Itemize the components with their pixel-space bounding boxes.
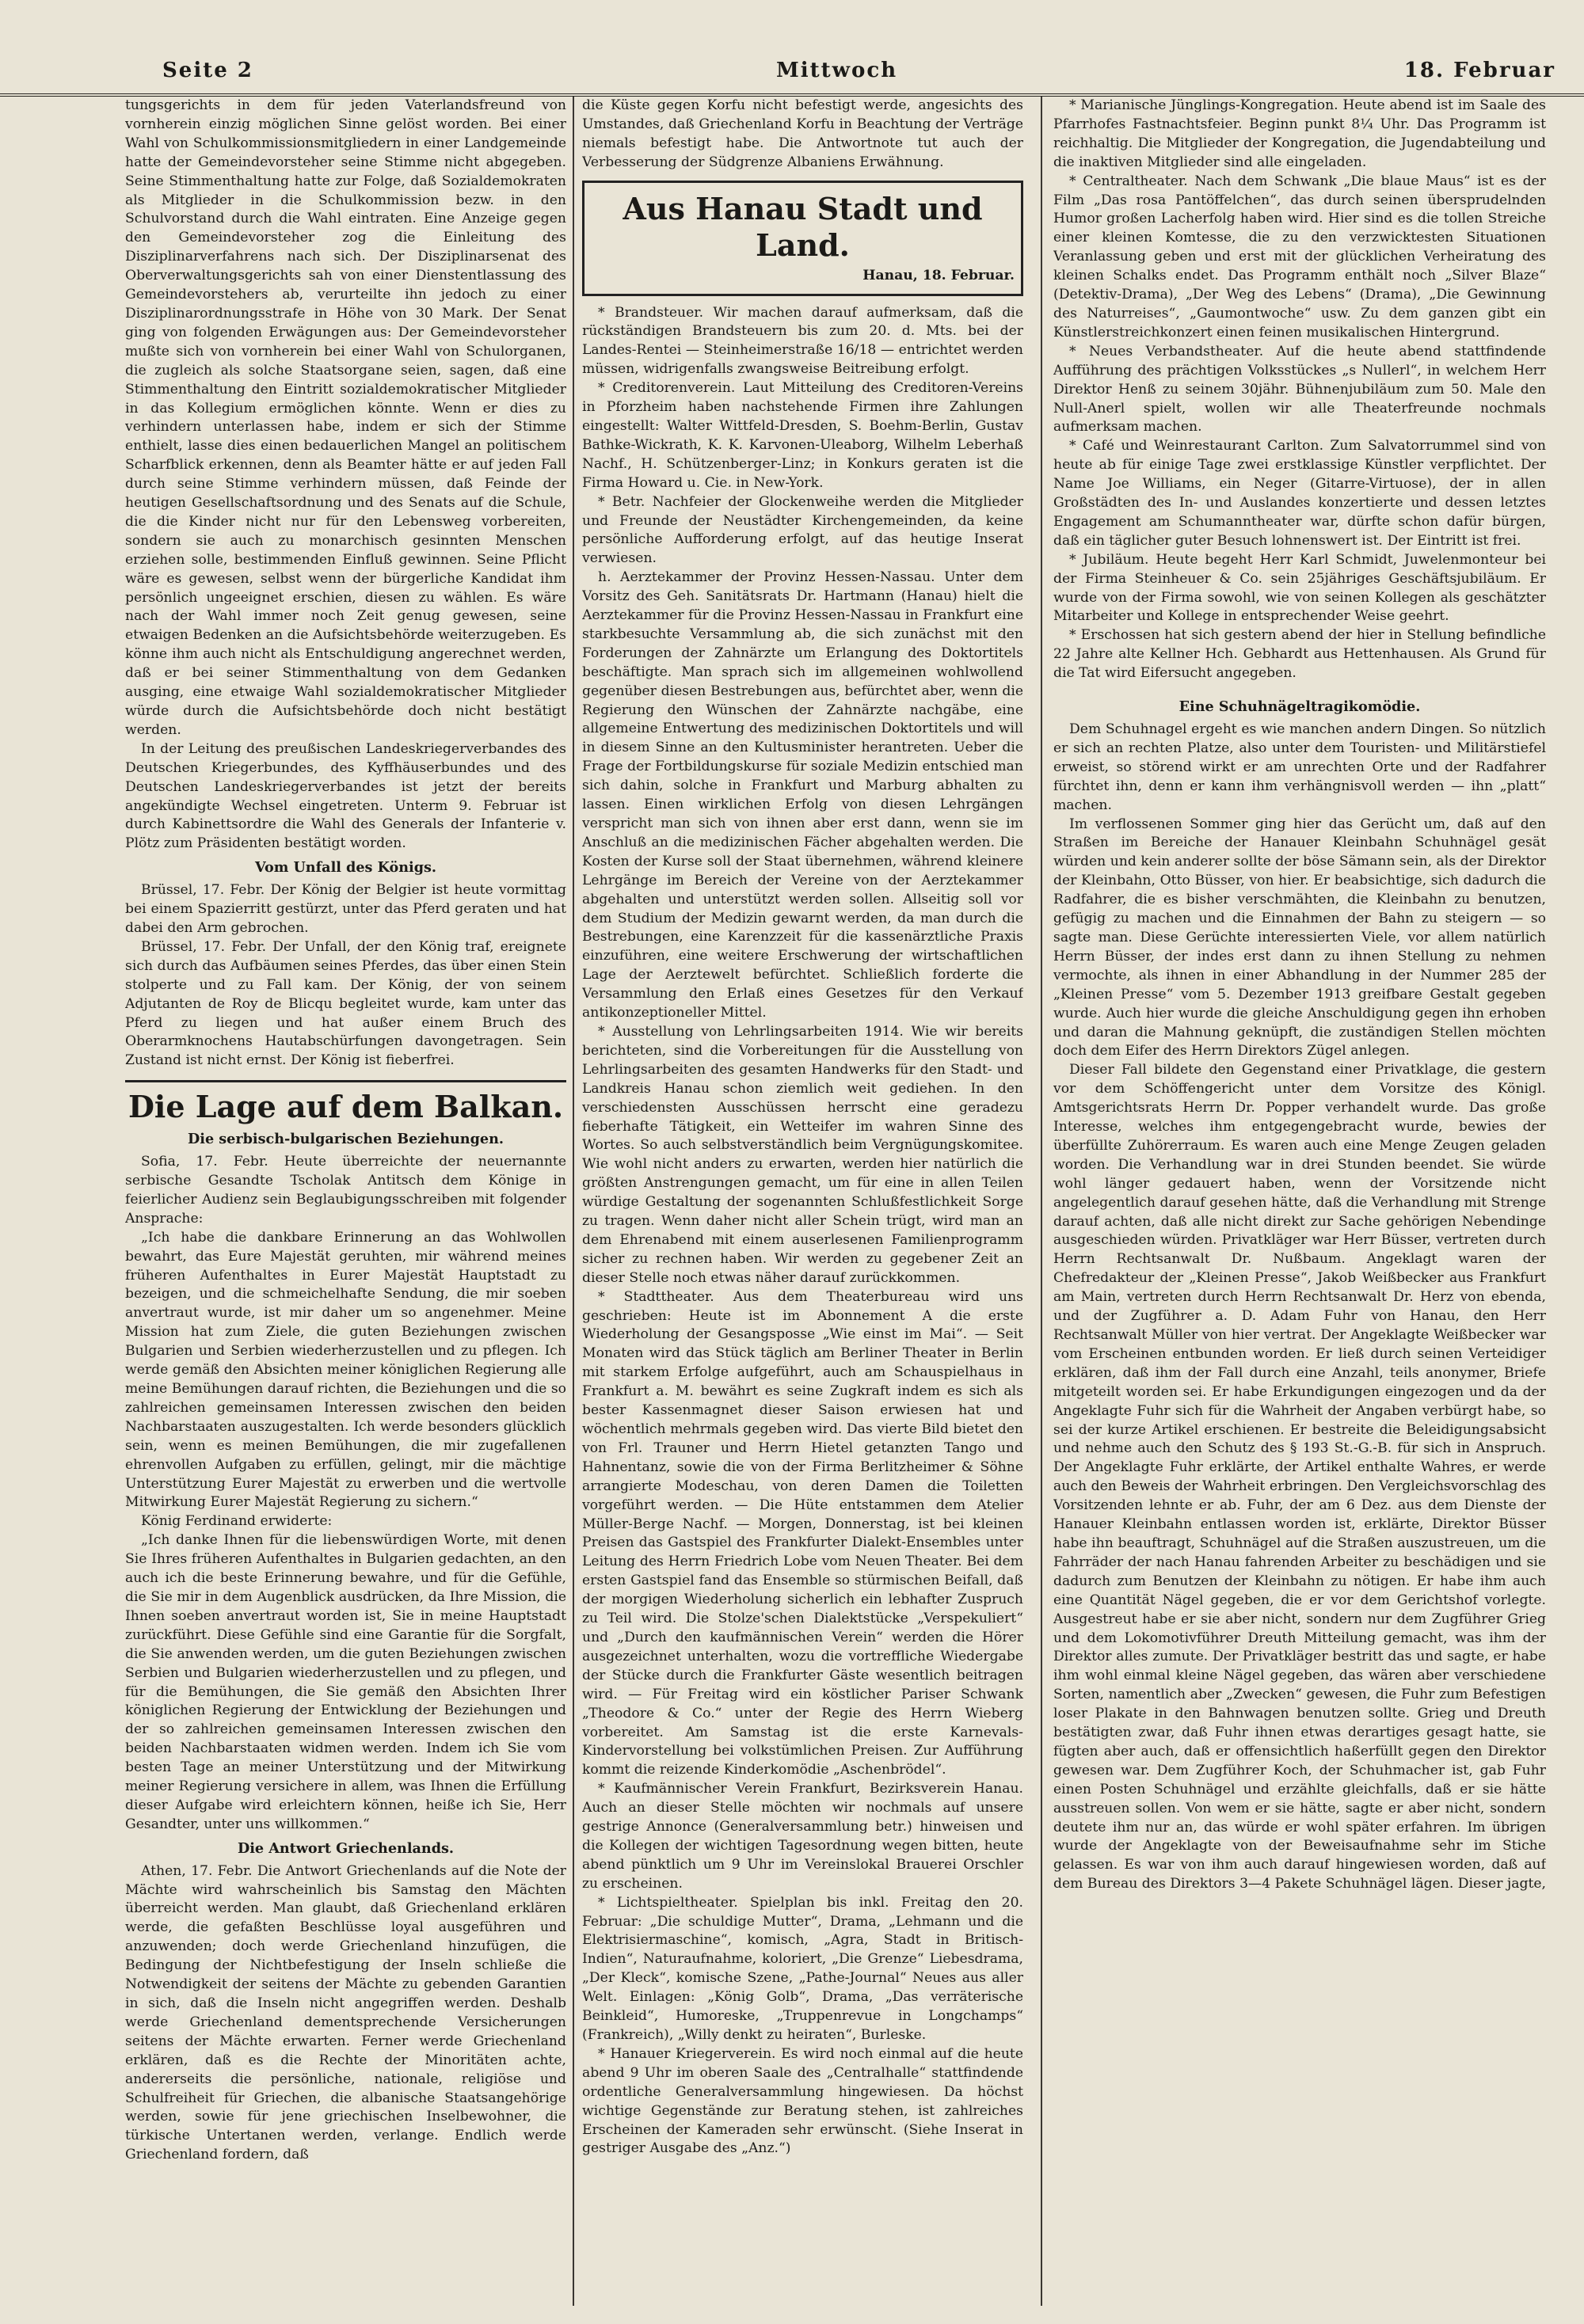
article-paragraph: * Creditorenverein. Laut Mitteilung des Creditoren-Vereins in Pforzheim haben nachstehende Firmen ihre Zahlungen eingestellt: Walter Wittfeld-Dresden, S. Boehm-Berlin, Gustav Bathke-Wickrath, K. K. Karvonen-Uleaborg, Wilhelm Leberhaß Nachf., H. Schützenberger-Linz; in Konkurs geraten ist die Firma Howard u. Cie. in New-York. [582, 380, 1023, 491]
section-heading: Die serbisch-bulgarischen Beziehungen. [188, 1131, 504, 1148]
column-3 [1053, 97, 1546, 2310]
column-divider [573, 97, 574, 2306]
issue-date: 18. Februar [1403, 59, 1555, 82]
column-2 [582, 97, 1023, 2310]
article-paragraph: Dieser Fall bildete den Gegenstand einer Privatklage, die gestern vor dem Schöffengericht unter dem Vorsitze des Königl. Amtsgerichtsrats Herrn Dr. Popper verhandelt wurde. Das große Interesse, welches ihm entgegengebracht wurde, bewies der überfüllte Zuhörerraum. Es waren auch eine Menge Zeugen geladen worden. Die Verhandlung war in drei Stunden beendet. Sie würde wohl länger gedauert haben, wenn der Vorsitzende nicht angelegentlich darauf gesehen hätte, daß die Verhandlung mit Strenge darauf achten, daß alle nicht direkt zur Sache gehörigen Nebendinge ausgeschieden würden. Privatkläger war Herr Büsser, vertreten durch Herrn Rechtsanwalt Dr. Nußbaum. Angeklagt waren der Chefredakteur der „Kleinen Presse“, Jakob Weißbecker aus Frankfurt am Main, vertreten durch Herrn Rechtsanwalt Dr. Herz von ebenda, und der Zugführer a. D. Adam Fuhr von Hanau, den Herr Rechtsanwalt Müller von hier vertrat. Der Angeklagte Weißbecker war vom Erscheinen entbunden worden. Er ließ durch seinen Verteidiger erklären, daß ihm der Fall durch eine Anzahl, teils anonymer, Briefe mitgeteilt worden sei. Er habe Erkundigungen eingezogen und da der Angeklagte Fuhr sich für die Wahrheit der Angaben verbürgt habe, so sei der kurze Artikel erschienen. Er bestreite die Beleidigungsabsicht und nehme auch den Schutz des § 193 St.-G.-B. für sich in Anspruch. Der Angeklagte Fuhr erklärte, der Artikel enthalte Wahres, er werde auch den Beweis der Wahrheit erbringen. Den Vergleichsvorschlag des Vorsitzenden lehnte er ab. Fuhr, der am 6 Dez. aus dem Dienste der Hanauer Kleinbahn entlassen worden ist, erklärte, Direktor Büsser habe ihn beauftragt, Schuhnägel auf die Straßen auszustreuen, um die Fahrräder der nach Hanau fahrenden Arbeiter zu beschädigen und sie dadurch zum Benutzen der Kleinbahn zu nötigen. Er habe ihm auch eine Quantität Nägel gegeben, die er vor dem Gerichtshof vorlegte. Ausgestreut habe er sie aber nicht, sondern nur dem Zugführer Grieg und dem Lokomotivführer Dreuth Mitteilung gemacht, was ihm der Direktor alles zumute. Der Privatkläger bestritt das und sagte, er habe ihm wohl einmal kleine Nägel gegeben, das wären aber verschiedene Sorten, namentlich aber „Zwecken“ gewesen, die Fuhr zum Befestigen loser Plakate in den Bahnwagen benutzen sollte. Grieg und Dreuth bestätigten zwar, daß Fuhr ihnen etwas derartiges gesagt hatte, sie fügten aber auch, daß er offensichtlich haßerfüllt gegen den Direktor gewesen war. Dem Zugführer Koch, der Schuhmacher ist, gab Fuhr einen Posten Schuhnägel und erzählte gleichfalls, daß er sie hätte ausstreuen sollen. Von wem er sie hätte, sagte er aber nicht, sondern deutete ihm nur an, das würde er wohl später erfahren. Im übrigen wurde der Angeklagte von der Beweisaufnahme sehr im Stiche gelassen. Es war von ihm auch darauf hingewiesen worden, daß auf dem Bureau des Direktors 3—4 Pakete Schuhnägel lägen. Dieser jagte, [1053, 1062, 1546, 1892]
article-paragraph: * Betr. Nachfeier der Glockenweihe werden die Mitglieder und Freunde der Neustädter Kirchengemeinden, da keine persönliche Aufforderung erfolgt, auf das heutige Inserat verwiesen. [582, 493, 1023, 567]
article-paragraph: „Ich habe die dankbare Erinnerung an das Wohlwollen bewahrt, das Eure Majestät geruhten, mir während meines früheren Aufenthaltes in Eurer Majestät Hauptstadt zu bezeigen, und die schmeichelhafte Sendung, die mir soeben anvertraut wurde, ist mir daher um so angenehmer. Meine Mission hat zum Ziele, die guten Beziehungen zwischen Bulgarien und Serbien wiederherzustellen und zu pflegen. Ich werde gemäß den Absichten meiner königlichen Regierung alle meine Bemühungen darauf richten, die Beziehungen und die so zahlreichen gemeinsamen Interessen zwischen den beiden Nachbarstaaten auszugestalten. Ich werde besonders glücklich sein, wenn es meinen Bemühungen, die mir zugefallenen ehrenvollen Aufgaben zu erfüllen, gelingt, mir die mächtige Unterstützung Eurer Majestät zu erwerben und die wertvolle Mitwirkung Eurer Majestät Regierung zu sichern.“ [125, 1229, 566, 1511]
article-paragraph: * Jubiläum. Heute begeht Herr Karl Schmidt, Juwelenmonteur bei der Firma Steinheuer & Co. sein 25jähriges Geschäftsjubiläum. Er wurde von der Firma sowohl, wie von seinen Kollegen als geschätzter Mitarbeiter und Kollege in entsprechender Weise geehrt. [1053, 551, 1546, 625]
article-paragraph: * Ausstellung von Lehrlingsarbeiten 1914. Wie wir bereits berichteten, sind die Vorbereitungen für die Ausstellung von Lehrlingsarbeiten des gesamten Handwerks für den Stadt- und Landkreis Hanau schon ziemlich weit gediehen. In den verschiedensten Ausschüssen herrscht eine geradezu fieberhafte Tätigkeit, ein Wetteifer im wahren Sinne des Wortes. So auch selbstverständlich beim Vergnügungskomitee. Wie wohl nicht anders zu erwarten, werden hier natürlich die größten Anstrengungen gemacht, um für eine in allen Teilen würdige Gestaltung der sogenannten Schlußfestlichkeit Sorge zu tragen. Wenn daher nicht aller Schein trügt, wird man an dem Ehrenabend mit einem auserlesenen Familienprogramm sicher zu rechnen haben. Wir werden zu gegebener Zeit an dieser Stelle noch etwas näher darauf zurückkommen. [582, 1023, 1023, 1286]
article-paragraph: die Küste gegen Korfu nicht befestigt werde, angesichts des Umstandes, daß Griechenland Korfu in Beachtung der Verträge niemals befestigt habe. Die Antwortnote tut auch der Verbesserung der Südgrenze Albaniens Erwähnung. [582, 97, 1023, 170]
article-paragraph: * Hanauer Kriegerverein. Es wird noch einmal auf die heute abend 9 Uhr im oberen Saale des „Centralhalle“ stattfindende ordentliche Generalversammlung hingewiesen. Da höchst wichtige Gegenstände zur Beratung stehen, ist zahlreiches Erscheinen der Kameraden sehr erwünscht. (Siehe Inserat in gestriger Ausgabe des „Anz.“) [582, 2045, 1023, 2157]
local-news-title-box [582, 181, 1023, 296]
article-paragraph: Athen, 17. Febr. Die Antwort Griechenlands auf die Note der Mächte wird wahrscheinlich bis Samstag den Mächten überreicht werden. Man glaubt, daß Griechenland erklären werde, die gefaßten Beschlüsse loyal ausgeführen und anzuwenden; doch werde Griechenland hinzufügen, die Bedingung der Nichtbefestigung der Inseln schließe die Notwendigkeit der seitens der Mächte zu gebenden Garantien in sich, daß die Inseln nicht angegriffen werden. Deshalb werde Griechenland dementsprechende Versicherungen seitens der Mächte erwarten. Ferner werde Griechenland erklären, daß es die Rechte der Minoritäten achte, andererseits die persönliche, nationale, religiöse und Schulfreiheit für Griechen, die albanische Staatsangehörige werden, sowie für jene griechischen Inselbewohner, die türkische Untertanen werden, verlange. Endlich werde Griechenland fordern, daß [125, 1862, 566, 2163]
article-paragraph: tungsgerichts in dem für jeden Vaterlandsfreund von vornherein einzig möglichen Sinne gelöst worden. Bei einer Wahl von Schulkommissionsmitgliedern in einer Landgemeinde hatte der Gemeindevorsteher seine Stimme nicht abgegeben. Seine Stimmenthaltung hatte zur Folge, daß Sozialdemokraten als Mitglieder in die Schulkommission bezw. in den Schulvorstand durch die Wahl eintraten. Eine Anzeige gegen den Gemeindevorsteher zog die Einleitung des Disziplinarverfahrens nach sich. Der Disziplinarsenat des Oberverwaltungsgerichts sah von einer Dienstentlassung des Gemeindevorstehers ab, verurteilte ihn jedoch zu einer Disziplinarordnungsstrafe in Höhe von 30 Mark. Der Senat ging von folgenden Erwägungen aus: Der Gemeindevorsteher mußte sich von vornherein bei einer Wahl von Schulorganen, die zugleich als solche Staatsorgane seien, sagen, daß eine Stimmenthaltung den Eintritt sozialdemokratischer Mitglieder in das Kollegium ermöglichen könnte. Wenn er dies zu verhindern unterlassen habe, indem er sich der Stimme enthielt, lasse dies einen bedauerlichen Mangel an politischem Scharfblick erkennen, denn als Beamter hätte er auf jeden Fall durch seine Stimme verhindern müssen, daß Feinde der heutigen Gesellschaftsordnung und des Senats auf die Schule, die die Kinder nicht nur für den Lebensweg vorbereiten, sondern sie auch zu monarchisch gesinnten Menschen erziehen solle, bestimmenden Einfluß gewinnen. Seine Pflicht wäre es gewesen, selbst wenn der bürgerliche Kandidat ihm persönlich ungeeignet erschien, diesen zu wählen. Es wäre nach der Wahl immer noch Zeit genug gewesen, seine etwaigen Bedenken an die Aufsichtsbehörde weiterzugeben. Es könne ihm auch nicht als Entschuldigung angerechnet werden, daß er bei seiner Stimmenthaltung von dem Gedanken ausging, eine etwaige Wahl sozialdemokratischer Mitglieder würde durch die Aufsichtsbehörde doch nicht bestätigt werden. [125, 97, 566, 738]
article-paragraph: * Stadttheater. Aus dem Theaterbureau wird uns geschrieben: Heute ist im Abonnement A die erste Wiederholung der Gesangsposse „Wie einst im Mai“. — Seit Monaten wird das Stück täglich am Berliner Theater in Berlin mit starkem Erfolge aufgeführt, auch am Schauspielhaus in Frankfurt a. M. bewährt es seine Zugkraft indem es sich als bester Kassenmagnet dieser Saison erwiesen hat und wöchentlich mehrmals gegeben wird. Das vierte Bild bietet den von Frl. Trauner und Herrn Hietel getanzten Tango und Hahnentanz, sowie die von der Firma Berlitzheimer & Söhne arrangierte Modeschau, von deren Damen die Toiletten vorgeführt werden. — Die Hüte entstammen dem Atelier Müller-Berge Nachf. — Morgen, Donnerstag, ist bei kleinen Preisen das Gastspiel des Frankfurter Dialekt-Ensembles unter Leitung des Herrn Friedrich Lobe vom Neuen Theater. Bei dem ersten Gastspiel fand das Ensemble so stürmischen Beifall, daß der morgigen Wiederholung sicherlich ein lebhafter Zuspruch zu Teil wird. Die Stolze'schen Dialektstücke „Verspekuliert“ und „Durch den kaufmännischen Verein“ werden die Hörer ausgezeichnet unterhalten, wozu die vortreffliche Wiedergabe der Stücke durch die Frankfurter Gäste wesentlich beitragen wird. — Für Freitag wird ein köstlicher Pariser Schwank „Theodore & Co.“ unter der Regie des Herrn Wieberg vorbereitet. Am Samstag ist die erste Karnevals-Kindervorstellung bei volkstümlichen Preisen. Zur Aufführung kommt die reizende Kinderkomödie „Aschenbrödel“. [582, 1288, 1023, 1778]
article-paragraph: Sofia, 17. Febr. Heute überreichte der neuernannte serbische Gesandte Tscholak Antitsch dem Könige in feierlicher Audienz sein Beglaubigungsschreiben mit folgender Ansprache: [125, 1154, 566, 1227]
article-paragraph: „Ich danke Ihnen für die liebenswürdigen Worte, mit denen Sie Ihres früheren Aufenthaltes in Bulgarien gedachten, an den auch ich die beste Erinnerung bewahre, und für die Gefühle, die Sie mir in dem Augenblick ausdrücken, da Ihre Mission, die Ihnen soeben anvertraut worden ist, Sie in meine Hauptstadt zurückführt. Diese Gefühle sind eine Garantie für die Sorgfalt, die Sie anwenden werden, um die guten Beziehungen zwischen Serbien und Bulgarien wiederherzustellen und zu pflegen, und für die Bemühungen, die Sie gemäß den Absichten Ihrer königlichen Regierung der Entwicklung der Beziehungen und der so zahlreichen gemeinsamen Interessen zwischen den beiden Nachbarstaaten widmen werden. Indem ich Sie vom besten Tage an meiner Unterstützung und der Mitwirkung meiner Regierung versichere in allem, was Ihnen die Erfüllung dieser Aufgabe wird erleichtern können, heiße ich Sie, Herr Gesandter, unter uns willkommen.“ [125, 1532, 566, 1832]
article-paragraph: In der Leitung des preußischen Landeskriegerverbandes des Deutschen Kriegerbundes, des Kyffhäuserbundes und des Deutschen Landeskriegerverbandes ist jetzt der bereits angekündigte Wechsel eingetreten. Unterm 9. Februar ist durch Kabinettsordre die Wahl des Generals der Infanterie v. Plötz zum Präsidenten bestätigt worden. [125, 740, 566, 852]
article-paragraph: * Kaufmännischer Verein Frankfurt, Bezirksverein Hanau. Auch an dieser Stelle möchten wir nochmals auf unsere gestrige Annonce (Generalversammlung betr.) hinweisen und die Kollegen der wichtigen Tagesordnung wegen bitten, heute abend pünktlich um 9 Uhr im Vereinslokal Brauerei Orschler zu erscheinen. [582, 1781, 1023, 1892]
section-title: Aus Hanau Stadt und Land. [623, 190, 983, 263]
section-title: Die Lage auf dem Balkan. [125, 1080, 566, 1125]
article-paragraph: * Café und Weinrestaurant Carlton. Zum Salvatorrummel sind von heute ab für einige Tage zwei erstklassige Künstler verpflichtet. Der Name Joe Williams, ein Neger (Gitarre-Virtuose), der in allen Großstädten des In- und Auslandes konzertierte und dessen letztes Engagement am Schumanntheater war, dürfte schon dafür bürgen, daß ein täglicher guter Besuch lohnenswert ist. Der Eintritt ist frei. [1053, 438, 1546, 549]
weekday-label: Mittwoch [776, 59, 898, 82]
article-paragraph: * Brandsteuer. Wir machen darauf aufmerksam, daß die rückständigen Brandsteuern bis zum 20. d. Mts. bei der Landes-Rentei — Steinheimerstraße 16/18 — entrichtet werden müssen, widrigenfalls zwangsweise Beitreibung erfolgt. [582, 304, 1023, 378]
article-paragraph: Brüssel, 17. Febr. Der Unfall, der den König traf, ereignete sich durch das Aufbäumen seines Pferdes, das über einen Stein stolperte und zu Fall kam. Der König, der von seinem Adjutanten de Roy de Blicqu begleitet wurde, kam unter das Pferd zu liegen und hat außer einem Bruch des Oberarmknochens Hautabschürfungen davongetragen. Sein Zustand ist nicht ernst. Der König ist fieberfrei. [125, 938, 566, 1069]
article-paragraph: Brüssel, 17. Febr. Der König der Belgier ist heute vormittag bei einem Spazierritt gestürzt, unter das Pferd geraten und hat dabei den Arm gebrochen. [125, 882, 566, 936]
column-1 [125, 97, 566, 2310]
section-heading: Vom Unfall des Königs. [254, 859, 437, 877]
article-paragraph: * Neues Verbandstheater. Auf die heute abend stattfindende Aufführung des prächtigen Volksstückes „s Nullerl“, in welchem Herr Direktor Henß zu seinem 30jähr. Bühnenjubiläum zum 50. Male den Null-Anerl spielt, wollen wir alle Theaterfreunde nochmals aufmerksam machen. [1053, 343, 1546, 436]
article-paragraph: h. Aerztekammer der Provinz Hessen-Nassau. Unter dem Vorsitz des Geh. Sanitätsrats Dr. Hartmann (Hanau) hielt die Aerztekammer für die Provinz Hessen-Nassau in Frankfurt eine starkbesuchte Versammlung ab, die sich zunächst mit den Forderungen der Zahnärzte um Erlangung des Doktortitels beschäftigte. Man sprach sich im allgemeinen wohlwollend gegenüber diesen Bestrebungen aus, befürchtet aber, wenn die Regierung den Wünschen der Zahnärzte nachgäbe, eine allgemeine Entwertung des medizinischen Doktortitels und will in diesem Sinne an den Kultusminister herantreten. Ueber die Frage der Fortbildungskurse für soziale Medizin entschied man sich dahin, solche in Frankfurt und Marburg abhalten zu lassen. Einen wirklichen Erfolg von diesen Lehrgängen verspricht man sich von ihnen aber erst dann, wenn sie im Anschluß an die medizinischen Fächer abgehalten werden. Die Kosten der Kurse soll der Staat übernehmen, während kleinere Lehrgänge im Bereich der Vereine von der Aerztekammer abgehalten und unterstützt werden sollen. Allseitig soll vor dem Studium der Medizin gewarnt werden, da man durch die Bestrebungen, eine Karenzzeit für die kassenärztliche Praxis einzuführen, eine weitere Erschwerung der wirtschaftlichen Lage der Aerztewelt befürchtet. Schließlich forderte die Versammlung den Erlaß eines Gesetzes für den Verkauf antikonzeptioneller Mittel. [582, 569, 1023, 1021]
article-paragraph: * Centraltheater. Nach dem Schwank „Die blaue Maus“ ist es der Film „Das rosa Pantöffelchen“, das durch seinen übersprudelnden Humor großen Lacherfolg haben wird. Hier sind es die tollen Streiche einer kleinen Komtesse, die zu den verzwicktesten Situationen Veranlassung geben und erst mit der glücklichen Verheiratung des kleinen Schalks endet. Das Programm enthält noch „Silver Blaze“ (Detektiv-Drama), „Der Weg des Lebens“ (Drama), „Die Gewinnung des Naturreises“, „Gaumontwoche“ usw. Zu dem ganzen gibt ein Künstlerstreichkonzert einen feinen musikalischen Hintergrund. [1053, 173, 1546, 340]
article-paragraph: Dem Schuhnagel ergeht es wie manchen andern Dingen. So nützlich er sich an rechten Platze, also unter dem Touristen- und Militärstiefel erweist, so störend wirkt er am unrechten Orte und der Radfahrer fürchtet ihn, denn er kann ihm verhängnisvoll werden — ihn „platt“ machen. [1053, 721, 1546, 813]
article-paragraph: Im verflossenen Sommer ging hier das Gerücht um, daß auf den Straßen im Bereiche der Hanauer Kleinbahn Schuhnägel gesät würden und kein anderer sollte der böse Sämann sein, als der Direktor der Kleinbahn, Otto Büsser, von hier. Er beabsichtige, sich dadurch die Radfahrer, die es bisher verschmähten, die Kleinbahn zu benutzen, gefügig zu machen und die Einnahmen der Bahn zu steigern — so sagte man. Diese Gerüchte interessierten Viele, vor allem natürlich Herrn Büsser, der indes erst dann zu ihnen Stellung zu nehmen vermochte, als ihnen in einer Abhandlung in der Nummer 285 der „Kleinen Presse“ vom 5. Dezember 1913 greifbare Gestalt gegeben wurde. Auch hier wurde die gleiche Anschuldigung gegen ihn erhoben und daran die Mahnung geknüpft, die zuständigen Stellen möchten doch dem Eifer des Herrn Direktors Zügel anlegen. [1053, 816, 1546, 1059]
article-paragraph: König Ferdinand erwiderte: [141, 1513, 333, 1530]
article-paragraph: * Lichtspieltheater. Spielplan bis inkl. Freitag den 20. Februar: „Die schuldige Mutter“, Drama, „Lehmann und die Elektrisiermaschine“, komisch, „Agra, Stadt in Britisch-Indien“, Naturaufnahme, koloriert, „Die Grenze“ Liebesdrama, „Der Kleck“, komische Szene, „Pathe-Journal“ Neues aus aller Welt. Einlagen: „König Golb“, Drama, „Das verräterische Beinkleid“, Humoreske, „Truppenrevue in Longchamps“ (Frankreich), „Willy denkt zu heiraten“, Burleske. [582, 1894, 1023, 2043]
article-paragraph: * Erschossen hat sich gestern abend der hier in Stellung befindliche 22 Jahre alte Kellner Hch. Gebhardt aus Hettenhausen. Als Grund für die Tat wird Eifersucht angegeben. [1053, 627, 1546, 682]
article-paragraph: * Marianische Jünglings-Kongregation. Heute abend ist im Saale des Pfarrhofes Fastnachtsfeier. Beginn punkt 8¼ Uhr. Das Programm ist reichhaltig. Die Mitglieder der Kongregation, die Jugendabteilung und die inaktiven Mitglieder sind alle eingeladen. [1053, 97, 1546, 170]
page-number: Seite 2 [162, 59, 253, 82]
dateline: Hanau, 18. Februar. [862, 267, 1015, 283]
column-divider [1041, 97, 1042, 2306]
section-heading: Eine Schuhnägeltragikomödie. [1178, 698, 1421, 716]
section-heading: Die Antwort Griechenlands. [237, 1839, 455, 1857]
page-header [0, 0, 1584, 97]
separator [1053, 683, 1546, 693]
